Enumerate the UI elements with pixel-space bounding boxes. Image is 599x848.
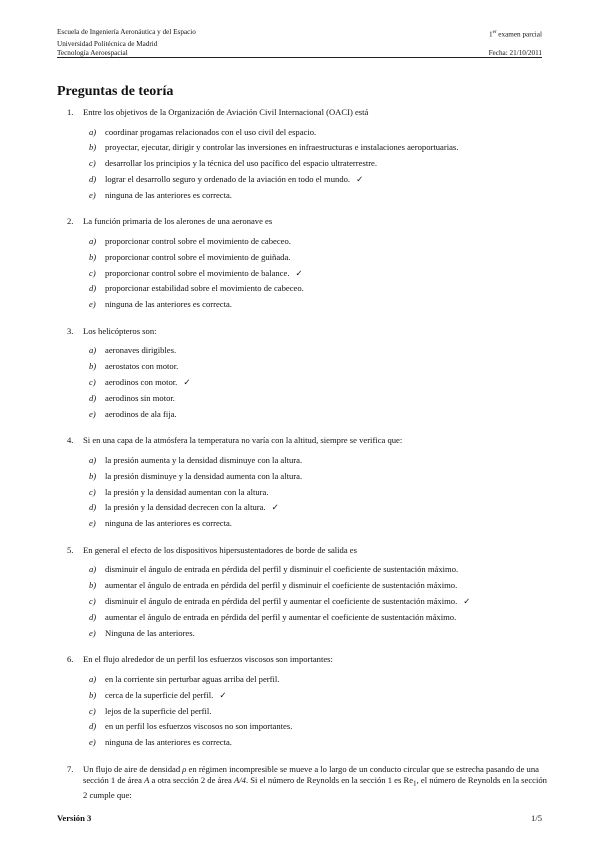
option-letter: b) (89, 361, 97, 372)
question-6 (57, 654, 549, 752)
option-text: cerca de la superficie del perfil. (105, 689, 214, 700)
option-letter: d) (89, 502, 97, 513)
option-text: coordinar progamas relacionados con el uso civil del espacio. (105, 126, 317, 137)
option-letter: c) (89, 377, 96, 388)
version-label: Versión 3 (57, 813, 92, 823)
option-item (83, 345, 549, 361)
option-letter: e) (89, 189, 96, 200)
option-text: proporcionar control sobre el movimiento de balance. (105, 267, 290, 278)
option-item (83, 706, 549, 722)
option-item (83, 580, 549, 596)
option-text: Ninguna de las anteriores. (105, 627, 195, 638)
option-list (83, 564, 549, 643)
option-text: aerodinos de ala fija. (105, 408, 177, 419)
option-text: la presión y la densidad aumentan con la altura. (105, 486, 269, 497)
option-letter: c) (89, 158, 96, 169)
option-text: proporcionar control sobre el movimiento de cabeceo. (105, 235, 291, 246)
question-number: 3. (67, 325, 74, 336)
option-letter: b) (89, 142, 97, 153)
option-list (83, 127, 549, 206)
option-letter: b) (89, 689, 97, 700)
option-text: disminuir el ángulo de entrada en pérdida del perfil y disminuir el coeficiente de sustentación máximo. (105, 564, 459, 575)
school-name: Escuela de Ingeniería Aeronáutica y del Espacio (57, 28, 196, 36)
option-letter: a) (89, 564, 97, 575)
option-text: la presión disminuye y la densidad aumenta con la altura. (105, 470, 303, 481)
question-4 (57, 435, 549, 533)
option-text: aeronaves dirigibles. (105, 345, 177, 356)
option-item (83, 174, 549, 190)
option-item (83, 487, 549, 503)
option-list (83, 674, 549, 753)
option-item (83, 409, 549, 425)
option-text: proporcionar control sobre el movimiento de guiñada. (105, 251, 291, 262)
course-name: Tecnología Aeroespacial (57, 48, 128, 57)
question-number: 2. (67, 216, 74, 227)
option-letter: c) (89, 267, 96, 278)
question-1 (57, 107, 549, 205)
option-letter: e) (89, 737, 96, 748)
option-list (83, 455, 549, 534)
question-stem: Entre los objetivos de la Organización de Aviación Civil Internacional (OACI) está (83, 107, 369, 117)
question-stem: Si en una capa de la atmósfera la temperatura no varía con la altitud, siempre se verifica que: (83, 435, 403, 446)
option-item (83, 737, 549, 753)
option-item (83, 127, 549, 143)
option-text: ninguna de las anteriores es correcta. (105, 518, 232, 529)
option-item (83, 674, 549, 690)
option-letter: d) (89, 721, 97, 732)
option-letter: a) (89, 126, 97, 137)
option-text: la presión aumenta y la densidad disminuye con la altura. (105, 454, 303, 465)
option-text: la presión y la densidad decrecen con la altura. (105, 502, 266, 513)
option-text: ninguna de las anteriores es correcta. (105, 299, 232, 310)
university-name: Universidad Politécnica de Madrid (57, 39, 158, 48)
option-text: en la corriente sin perturbar aguas arriba del perfil. (105, 673, 280, 684)
check-mark-icon: ✓ (219, 689, 227, 700)
option-item (83, 158, 549, 174)
option-text: en un perfil los esfuerzos viscosos no son importantes. (105, 721, 293, 732)
check-mark-icon: ✓ (295, 267, 303, 278)
option-letter: b) (89, 251, 97, 262)
question-number: 1. (67, 107, 74, 117)
option-item (83, 393, 549, 409)
option-text: aumentar el ángulo de entrada en pérdida del perfil y disminuir el coeficiente de sustentación máximo. (105, 580, 458, 591)
option-letter: c) (89, 486, 96, 497)
option-text: aerodinos sin motor. (105, 392, 175, 403)
section-title: Preguntas de teoría (57, 84, 174, 99)
question-number: 6. (67, 654, 74, 665)
question-number: 5. (67, 544, 74, 555)
question-stem: En el flujo alrededor de un perfil los esfuerzos viscosos son importantes: (83, 654, 333, 665)
check-mark-icon: ✓ (463, 596, 471, 607)
option-letter: d) (89, 611, 97, 622)
question-5 (57, 545, 549, 643)
question-list (57, 107, 549, 812)
option-text: desarrollar los principios y la técnica del uso pacífico del espacio ultraterrestre. (105, 158, 378, 169)
option-text: aumentar el ángulo de entrada en pérdida del perfil y aumentar el coeficiente de sustentación máximo. (105, 611, 457, 622)
option-text: aerodinos con motor. (105, 377, 178, 388)
option-letter: e) (89, 627, 96, 638)
option-letter: d) (89, 283, 97, 294)
option-letter: b) (89, 580, 97, 591)
option-letter: e) (89, 299, 96, 310)
option-item (83, 690, 549, 706)
option-text: ninguna de las anteriores es correcta. (105, 737, 232, 748)
option-text: proporcionar estabilidad sobre el movimiento de cabeceo. (105, 283, 304, 294)
exam-date: Fecha: 21/10/2011 (488, 48, 542, 57)
option-letter: a) (89, 345, 97, 356)
option-text: disminuir el ángulo de entrada en pérdida del perfil y aumentar el coeficiente de sustentación máximo. (105, 596, 458, 607)
option-item (83, 190, 549, 206)
option-text: lograr el desarrollo seguro y ordenado de la aviación en todo el mundo. (105, 173, 351, 184)
option-item (83, 596, 549, 612)
page-footer (57, 813, 542, 823)
option-letter: a) (89, 454, 97, 465)
option-letter: c) (89, 705, 96, 716)
option-item (83, 518, 549, 534)
option-letter: a) (89, 235, 97, 246)
option-item (83, 236, 549, 252)
option-item (83, 721, 549, 737)
option-letter: c) (89, 596, 96, 607)
option-letter: a) (89, 673, 97, 684)
question-number: 4. (67, 435, 74, 446)
check-mark-icon: ✓ (271, 502, 279, 513)
option-item (83, 299, 549, 315)
option-list (83, 345, 549, 424)
option-letter: e) (89, 518, 96, 529)
question-stem: En general el efecto de los dispositivos hipersustentadores de borde de salida es (83, 544, 357, 555)
option-letter: d) (89, 173, 97, 184)
header-rule (57, 57, 542, 58)
option-item (83, 377, 549, 393)
question-stem: Un flujo de aire de densidad ρ en régimen incompresible se mueve a lo largo de un conducto circular que se estrecha pasando de una sección 1 de área A a otra sección 2 de área A/4. Si el número de Reynolds en la sección 1 es $Re_1$, el número de Reynolds en la sección 2 cumple que: (83, 763, 547, 800)
option-list (83, 236, 549, 315)
option-text: proyectar, ejecutar, dirigir y controlar las inversiones en infraestructuras e instalaciones aeroportuarias. (105, 142, 459, 153)
option-letter: b) (89, 470, 97, 481)
question-2 (57, 216, 549, 314)
question-stem: Los helicópteros son: (83, 325, 157, 336)
option-item (83, 628, 549, 644)
page-header (57, 28, 542, 58)
option-item (83, 283, 549, 299)
option-item (83, 268, 549, 284)
option-item (83, 471, 549, 487)
option-text: aerostatos con motor. (105, 361, 179, 372)
option-item (83, 252, 549, 268)
page-number: 1/5 (531, 813, 542, 823)
question-stem: La función primaria de los alerones de una aeronave es (83, 216, 273, 227)
option-text: ninguna de las anteriores es correcta. (105, 189, 232, 200)
exam-label: 1er examen parcial (489, 30, 542, 39)
option-item (83, 502, 549, 518)
option-text: lejos de la superficie del perfil. (105, 705, 212, 716)
option-item (83, 564, 549, 580)
check-mark-icon: ✓ (183, 377, 191, 388)
option-item (83, 142, 549, 158)
option-item (83, 361, 549, 377)
question-3 (57, 326, 549, 424)
option-letter: d) (89, 392, 97, 403)
option-item (83, 612, 549, 628)
question-7: 7. Un flujo de aire de densidad ρ en régimen incompresible se mueve a lo largo de un conducto circular que se estrecha pasando de una sección 1 de área A a otra sección 2 de área A/4. Si el número de Reynolds en la sección 1 es $Re_1$, el número de Reynolds en la sección 2 cumple que: (57, 764, 549, 801)
option-letter: e) (89, 408, 96, 419)
option-item (83, 455, 549, 471)
check-mark-icon: ✓ (356, 173, 364, 184)
